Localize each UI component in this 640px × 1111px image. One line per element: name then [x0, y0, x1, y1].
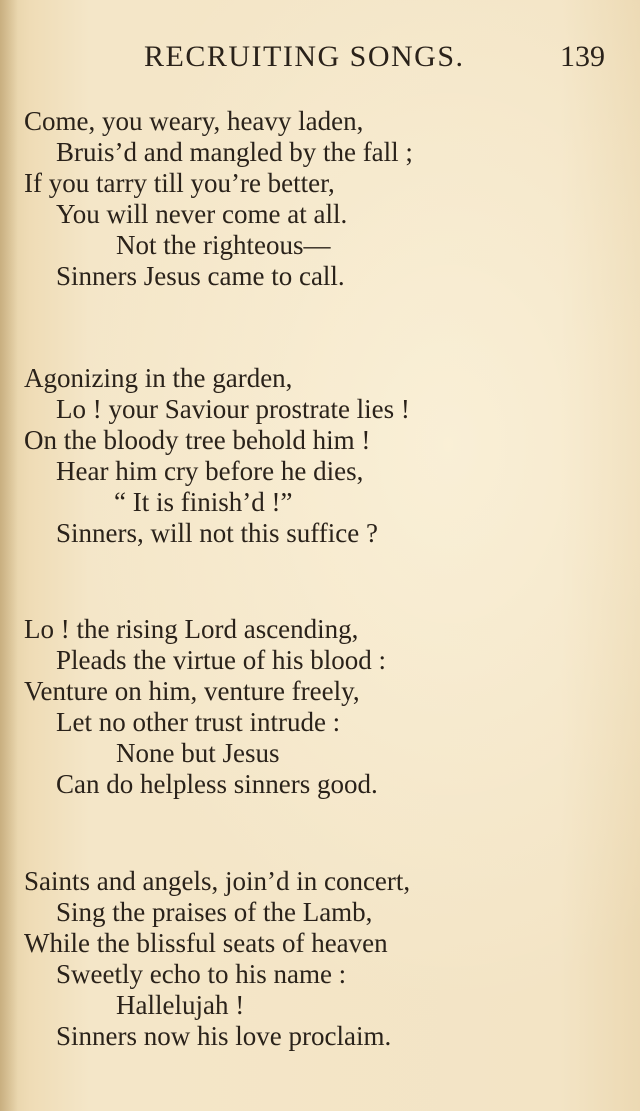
page-number: 139 [560, 40, 605, 73]
verse-line: If you tarry till you’re better, [24, 168, 335, 198]
running-title: RECRUITING SONGS. [144, 40, 465, 73]
gutter-shadow [0, 0, 18, 1111]
verse-line: Sing the praises of the Lamb, [56, 897, 373, 927]
verse-line: Lo ! the rising Lord ascending, [24, 614, 359, 644]
verse-line: Bruis’d and mangled by the fall ; [56, 137, 413, 167]
verse-line: Pleads the virtue of his blood : [56, 645, 386, 675]
verse-line: Sinners Jesus came to call. [56, 261, 345, 291]
verse-line: Come, you weary, heavy laden, [24, 106, 364, 136]
verse-line: Agonizing in the garden, [24, 363, 293, 393]
verse-line: While the blissful seats of heaven [24, 928, 388, 958]
verse-line: Sweetly echo to his name : [56, 959, 347, 989]
verse-line: Not the righteous— [116, 230, 331, 260]
verse-line: “ It is finish’d !” [114, 487, 293, 517]
verse-line: You will never come at all. [56, 199, 348, 229]
verse-line: None but Jesus [116, 738, 280, 768]
verse-line: On the bloody tree behold him ! [24, 425, 371, 455]
verse-line: Saints and angels, join’d in concert, [24, 866, 411, 896]
verse-line: Can do helpless sinners good. [56, 769, 378, 799]
page-header [0, 40, 640, 80]
verse-line: Venture on him, venture freely, [24, 676, 360, 706]
verse-line: Let no other trust intrude : [56, 707, 341, 737]
verse-line: Hear him cry before he dies, [56, 456, 364, 486]
verse-line: Hallelujah ! [116, 990, 245, 1020]
verse-line: Sinners, will not this suffice ? [56, 518, 378, 548]
verse-line: Sinners now his love proclaim. [56, 1021, 392, 1051]
verse-line: Lo ! your Saviour prostrate lies ! [56, 394, 410, 424]
